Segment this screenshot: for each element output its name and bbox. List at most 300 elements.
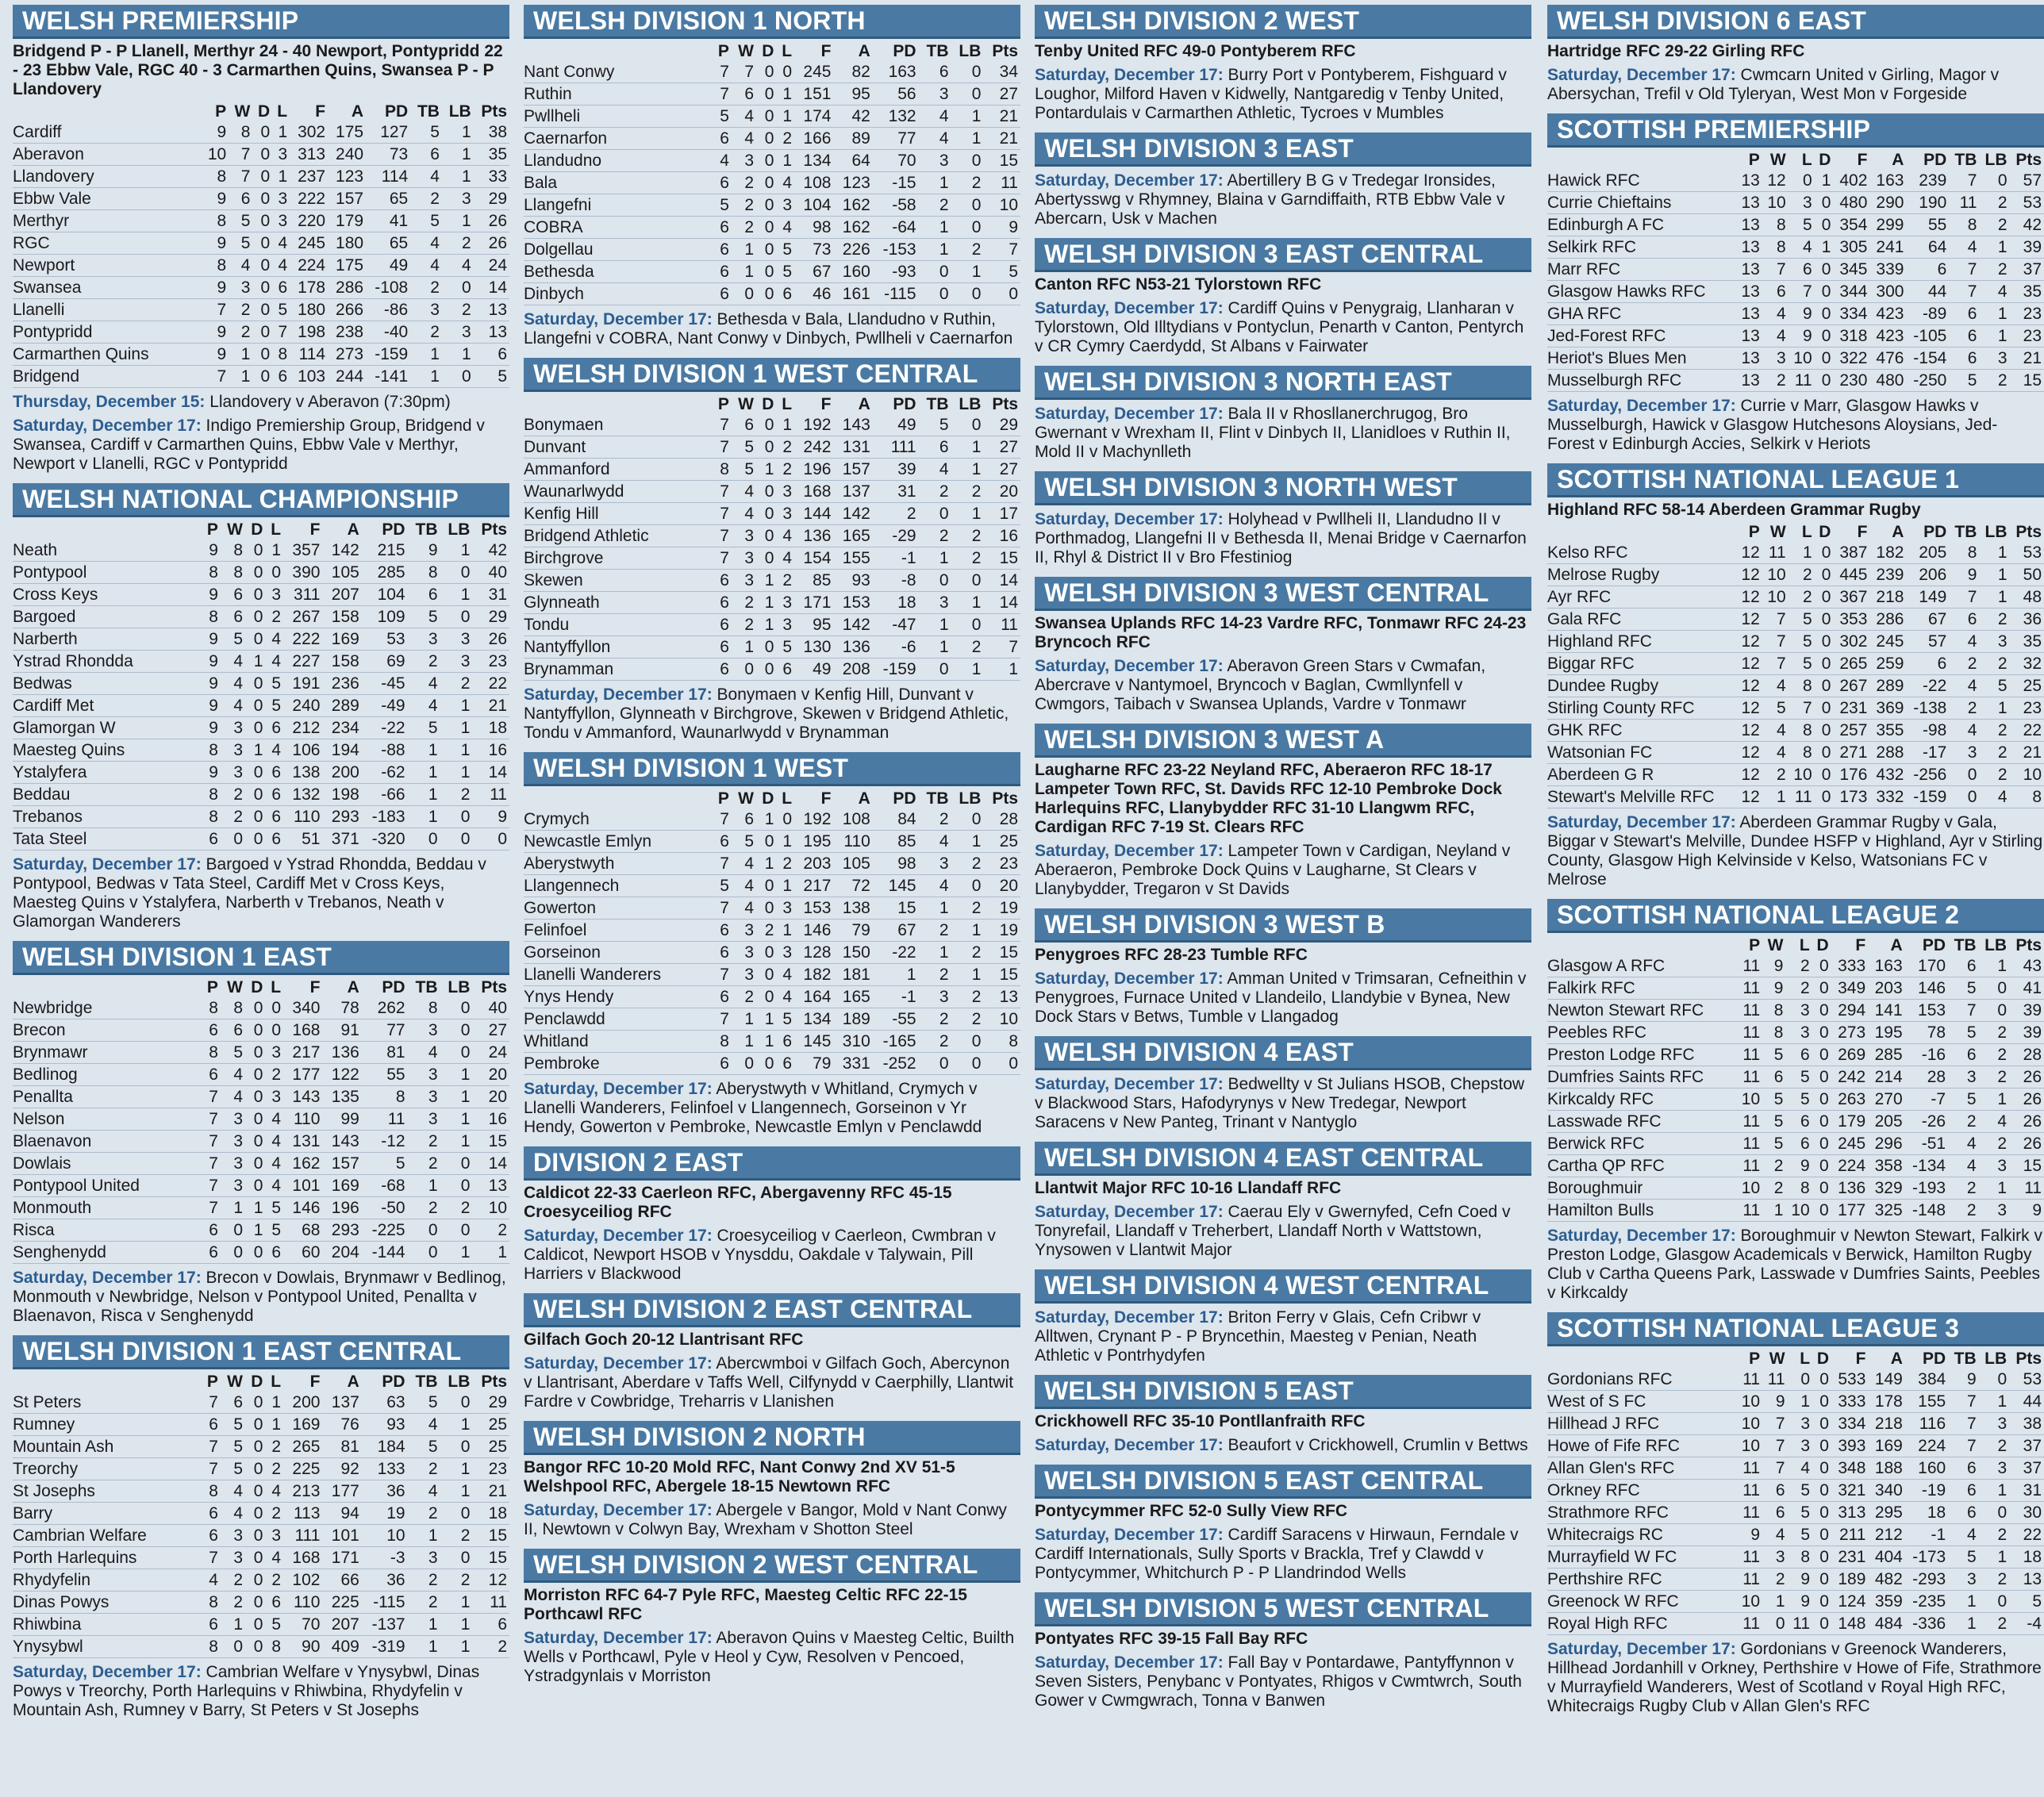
column-header: P (717, 789, 729, 808)
stat-cell: 23 (472, 1458, 509, 1480)
stat-cell: 2 (776, 128, 794, 150)
stat-cell: 143 (283, 1086, 322, 1108)
stat-cell: 11 (1736, 1000, 1762, 1022)
stat-cell: 2 (440, 1569, 473, 1592)
table-row (1547, 170, 2044, 192)
stat-cell: 230 (1833, 370, 1869, 392)
fixture-list: Cambrian Welfare v Ynysybwl, Dinas Powys v Treorchy, Porth Harlequins v Rhiwbina, Rhydyfelin v Mountain Ash, Rumney v Barry, St Peters v St Josephs (13, 1663, 480, 1719)
stat-cell: 93 (833, 570, 872, 592)
stat-cell: 1 (919, 217, 951, 239)
table-row (524, 283, 1020, 305)
stat-cell: 1 (951, 106, 984, 128)
stat-cell: 10 (1762, 586, 1788, 609)
team-name: Gowerton (524, 897, 713, 920)
section-title: WELSH NATIONAL CHAMPIONSHIP (13, 483, 509, 517)
stat-cell: 3 (732, 942, 756, 964)
stat-cell: 0 (245, 1480, 265, 1503)
stat-cell: 1 (873, 964, 919, 986)
stat-cell: 2 (951, 986, 984, 1008)
stat-cell: 4 (1948, 1524, 1978, 1546)
stat-cell: 4 (919, 875, 951, 897)
stat-cell: 110 (283, 1108, 322, 1131)
stat-cell: 10 (1785, 1200, 1812, 1222)
stat-cell: 149 (1906, 586, 1949, 609)
stat-cell: 302 (290, 121, 328, 144)
stat-cell: 11 (1736, 1066, 1762, 1089)
stat-cell: 236 (322, 673, 361, 695)
stat-cell: 3 (221, 1131, 245, 1153)
stat-cell: 3 (1785, 1000, 1812, 1022)
column-header: P (215, 102, 227, 121)
results-text: Bridgend P - P Llanell, Merthyr 24 - 40 Newport, Pontypridd 22 - 23 Ebbw Vale, RGC 40 - 3 Carmarthen Quins, Swansea P - P Llandovery (13, 42, 503, 98)
stat-cell: 423 (1869, 325, 1906, 347)
stat-cell: 158 (322, 651, 361, 673)
stat-cell: 0 (1812, 1591, 1831, 1613)
stat-cell: 4 (1949, 236, 1979, 259)
stat-cell: 0 (252, 232, 272, 255)
stat-cell: 4 (442, 255, 474, 277)
table-row (524, 636, 1020, 659)
stat-cell: 7 (1762, 1435, 1787, 1457)
team-name: Pontypool United (13, 1175, 202, 1197)
table-header-row (13, 1373, 509, 1392)
stat-cell: 0 (245, 717, 265, 739)
stat-cell: 480 (1869, 370, 1906, 392)
stat-cell: 1 (440, 1480, 473, 1503)
stat-cell: -3 (362, 1547, 408, 1569)
team-name: Llangefni (524, 194, 713, 217)
stat-cell: 39 (2009, 1022, 2044, 1044)
stat-cell: 0 (951, 414, 984, 436)
column-header: PD (382, 1373, 405, 1391)
stat-cell: -6 (873, 636, 919, 659)
stat-cell: 106 (283, 739, 322, 762)
stat-cell: 13 (1736, 281, 1762, 303)
stat-cell: 2 (1788, 564, 1815, 586)
team-column-header (13, 520, 202, 539)
stat-cell: 14 (474, 277, 509, 299)
stat-cell: 432 (1869, 764, 1906, 786)
stat-cell: 1 (408, 806, 440, 828)
table-row (13, 739, 509, 762)
column-2 (524, 5, 1020, 1695)
fixture-date: Saturday, December 17: (1547, 813, 1736, 831)
fixture-date: Saturday, December 17: (1035, 1653, 1224, 1672)
stat-cell: 1 (272, 121, 290, 144)
stat-cell: 6 (1949, 609, 1979, 631)
stat-cell: 1 (1762, 1200, 1785, 1222)
stat-cell: 2 (265, 1064, 283, 1086)
stat-cell: 2 (1949, 697, 1979, 720)
column-header: D (1816, 936, 1829, 954)
section-title: WELSH DIVISION 4 EAST CENTRAL (1035, 1142, 1531, 1176)
stat-cell: 2 (756, 920, 776, 942)
stat-cell: 1 (440, 739, 473, 762)
stat-cell: 181 (833, 964, 872, 986)
stat-cell: 257 (1833, 720, 1869, 742)
stat-cell: 6 (713, 636, 732, 659)
stat-cell: 0 (756, 897, 776, 920)
stat-cell: 0 (1812, 1133, 1831, 1155)
stat-cell: 6 (1906, 653, 1949, 675)
table-row (13, 1064, 509, 1086)
fixture-date: Saturday, December 17: (1035, 1436, 1224, 1454)
section-title: WELSH DIVISION 1 NORTH (524, 5, 1020, 39)
stat-cell: 7 (713, 436, 732, 459)
stat-cell: 0 (951, 83, 984, 106)
stat-cell: 2 (1949, 653, 1979, 675)
section-title: DIVISION 2 EAST (524, 1146, 1020, 1181)
stat-cell: 0 (252, 277, 272, 299)
team-name: Penclawdd (524, 1008, 713, 1031)
stat-cell: 334 (1831, 1413, 1868, 1435)
stat-cell: 15 (2010, 370, 2044, 392)
team-name: Glamorgan W (13, 717, 202, 739)
stat-cell: 2 (1979, 764, 2009, 786)
table-row (1547, 1435, 2044, 1457)
stat-cell: 6 (265, 1242, 283, 1264)
stat-cell: 162 (283, 1153, 322, 1175)
stat-cell: 188 (1868, 1457, 1904, 1480)
stat-cell: 10 (1736, 1413, 1762, 1435)
stat-cell: 480 (1833, 192, 1869, 214)
stat-cell: 1 (732, 1031, 756, 1053)
stat-cell: 1 (756, 459, 776, 481)
stat-cell: 0 (1815, 586, 1834, 609)
column-header: P (1749, 1350, 1761, 1368)
table-row (13, 1636, 509, 1658)
column-header: TB (1954, 151, 1977, 169)
stat-cell: 0 (756, 525, 776, 547)
stat-cell: 6 (272, 366, 290, 388)
stat-cell: 237 (290, 166, 328, 188)
stat-cell: 2 (951, 172, 984, 194)
stat-cell: 3 (272, 210, 290, 232)
section-welsh-division-1-north (524, 5, 1020, 348)
league-table (524, 395, 1020, 681)
table-row (1547, 586, 2044, 609)
stat-cell: 7 (202, 1547, 221, 1569)
stat-cell: 0 (919, 659, 951, 681)
fixture-list: Cardiff Quins v Penygraig, Llanharan v Tylorstown, Old Illtydians v Pontyclun, Penarth v Canton, Pentyrch v CR Cymry Caerdydd, St Albans v Fairwater (1035, 299, 1524, 355)
stat-cell: 2 (1762, 1569, 1787, 1591)
team-column-header (1547, 151, 1736, 170)
fixture-list: Aberavon Quins v Maesteg Celtic, Builth Wells v Porthcawl, Pyle v Heol y Cyw, Resolven v Pencoed, Ystradgynlais v Morriston (524, 1629, 1015, 1685)
team-name: Merthyr (13, 210, 202, 232)
stat-cell: 0 (732, 659, 756, 681)
stat-cell: 23 (2010, 325, 2044, 347)
column-header: L (271, 1373, 282, 1391)
stat-cell: 7 (1949, 259, 1979, 281)
stat-cell: -50 (362, 1197, 408, 1219)
stat-cell: -137 (362, 1614, 408, 1636)
stat-cell: 5 (713, 106, 732, 128)
column-header: F (315, 102, 326, 121)
stat-cell: 3 (776, 592, 794, 614)
table-row (524, 547, 1020, 570)
table-header-row (524, 789, 1020, 808)
stat-cell: 2 (1948, 1200, 1979, 1222)
table-row (13, 1108, 509, 1131)
stat-cell: 0 (732, 283, 756, 305)
table-row (13, 144, 509, 166)
team-name: Peebles RFC (1547, 1022, 1736, 1044)
stat-cell: 158 (322, 606, 361, 628)
stat-cell: 2 (951, 1008, 984, 1031)
stat-cell: 0 (1812, 1502, 1831, 1524)
stat-cell: 1 (442, 344, 474, 366)
stat-cell: 2 (410, 188, 442, 210)
stat-cell: 8 (713, 1031, 732, 1053)
stat-cell: 1 (442, 210, 474, 232)
stat-cell: 6 (202, 1414, 221, 1436)
table-row (13, 539, 509, 562)
stat-cell: 0 (440, 1547, 473, 1569)
stat-cell: 28 (983, 808, 1020, 831)
stat-cell: 55 (362, 1064, 408, 1086)
stat-cell: 6 (265, 828, 283, 851)
fixtures-text (524, 1075, 1020, 1137)
stat-cell: 12 (1736, 586, 1762, 609)
stat-cell: 10 (202, 144, 229, 166)
stat-cell: 12 (1736, 697, 1762, 720)
stat-cell: 0 (951, 1031, 984, 1053)
section-welsh-division-2-west (1035, 5, 1531, 123)
stat-cell: 11 (983, 614, 1020, 636)
stat-cell: 3 (1979, 1413, 2009, 1435)
stat-cell: 4 (732, 128, 756, 150)
column-header: W (234, 102, 251, 121)
stat-cell: 5 (1785, 1089, 1812, 1111)
stat-cell: 0 (245, 1175, 265, 1197)
stat-cell: 113 (283, 1503, 322, 1525)
column-header: D (251, 520, 263, 539)
stat-cell: 146 (794, 920, 833, 942)
column-header: A (347, 1373, 359, 1391)
stat-cell: 0 (252, 321, 272, 344)
stat-cell: -225 (362, 1219, 408, 1242)
section-title: WELSH DIVISION 2 EAST CENTRAL (524, 1293, 1020, 1327)
stat-cell: 0 (1812, 1524, 1831, 1546)
fixture-list: Abergele v Bangor, Mold v Nant Conwy II, Newtown v Colwyn Bay, Wrexham v Shotton Steel (524, 1501, 1007, 1538)
fixtures-text (1035, 1431, 1531, 1455)
fixtures-text (1035, 965, 1531, 1027)
stat-cell: 4 (776, 547, 794, 570)
league-table (13, 102, 509, 388)
section-welsh-division-4-east (1035, 1036, 1531, 1132)
team-name: Gorseinon (524, 942, 713, 964)
stat-cell: 10 (1736, 1391, 1762, 1413)
column-header: L (1799, 936, 1810, 954)
stat-cell: 322 (1833, 347, 1869, 370)
stat-cell: 25 (472, 1436, 509, 1458)
stat-cell: 0 (408, 1219, 440, 1242)
stat-cell: 90 (283, 1636, 322, 1658)
stat-cell: 5 (1762, 1111, 1785, 1133)
stat-cell: 245 (1869, 631, 1906, 653)
stat-cell: 16 (472, 739, 509, 762)
stat-cell: 55 (1906, 214, 1949, 236)
stat-cell: 148 (1831, 1613, 1868, 1635)
stat-cell: 1 (408, 739, 440, 762)
stat-cell: 21 (472, 695, 509, 717)
fixtures-text (1035, 61, 1531, 123)
stat-cell: 0 (245, 1392, 265, 1414)
column-header: LB (1984, 1350, 2008, 1368)
stat-cell: 8 (272, 344, 290, 366)
results-text: Penygroes RFC 28-23 Tumble RFC (1035, 946, 1308, 964)
team-name: Watsonian FC (1547, 742, 1736, 764)
stat-cell: 6 (713, 172, 732, 194)
stat-cell: 2 (221, 1569, 245, 1592)
team-name: Bedwas (13, 673, 202, 695)
stat-cell: 176 (1833, 764, 1869, 786)
stat-cell: 3 (776, 942, 794, 964)
stat-cell: 179 (1831, 1111, 1869, 1133)
stat-cell: 0 (252, 188, 272, 210)
stat-cell: -293 (1905, 1569, 1948, 1591)
stat-cell: 207 (322, 1614, 361, 1636)
stat-cell: 245 (1831, 1133, 1869, 1155)
table-row (1547, 1177, 2044, 1200)
column-header: P (717, 395, 729, 413)
stat-cell: 7 (202, 1392, 221, 1414)
stat-cell: -1 (873, 547, 919, 570)
table-row (524, 83, 1020, 106)
stat-cell: 1 (1979, 236, 2009, 259)
stat-cell: 104 (362, 584, 408, 606)
team-name: Pembroke (524, 1053, 713, 1075)
table-row (13, 1614, 509, 1636)
stat-cell: 5 (221, 628, 245, 651)
stat-cell: 0 (245, 1153, 265, 1175)
team-name: Strathmore RFC (1547, 1502, 1736, 1524)
stat-cell: 273 (1831, 1022, 1869, 1044)
stat-cell: 6 (265, 784, 283, 806)
stat-cell: 8 (202, 806, 221, 828)
stat-cell: 7 (983, 636, 1020, 659)
stat-cell: 1 (1979, 542, 2009, 564)
stat-cell: -51 (1905, 1133, 1948, 1155)
stat-cell: -93 (873, 261, 919, 283)
stat-cell: 6 (713, 592, 732, 614)
team-name: Beddau (13, 784, 202, 806)
table-row (13, 1175, 509, 1197)
stat-cell: 1 (951, 920, 984, 942)
stat-cell: 135 (322, 1086, 361, 1108)
stat-cell: 2 (265, 606, 283, 628)
stat-cell: 95 (794, 614, 833, 636)
stat-cell: 325 (1868, 1200, 1905, 1222)
table-header-row (524, 395, 1020, 414)
stat-cell: 143 (322, 1131, 361, 1153)
stat-cell: 101 (322, 1525, 361, 1547)
stat-cell: 0 (983, 1053, 1020, 1075)
stat-cell: 53 (2010, 542, 2044, 564)
stat-cell: 1 (1979, 1089, 2010, 1111)
stat-cell: 67 (1906, 609, 1949, 631)
stat-cell: 0 (245, 828, 265, 851)
stat-cell: 13 (472, 1175, 509, 1197)
stat-cell: 3 (776, 614, 794, 636)
section-title: WELSH DIVISION 3 WEST A (1035, 724, 1531, 758)
fixture-date: Saturday, December 17: (1035, 1526, 1224, 1544)
column-header: L (782, 42, 793, 60)
stat-cell: 4 (1948, 1133, 1979, 1155)
stat-cell: 3 (732, 547, 756, 570)
section-welsh-division-1-east-central (13, 1335, 509, 1720)
stat-cell: 15 (983, 547, 1020, 570)
stat-cell: 6 (713, 239, 732, 261)
table-row (1547, 236, 2044, 259)
fixtures-text (13, 388, 509, 412)
column-header: LB (1984, 523, 2008, 541)
section-scottish-national-league-2 (1547, 899, 2044, 1303)
stat-cell: 0 (245, 606, 265, 628)
fixture-list: Gordonians v Greenock Wanderers, Hillhead Jordanhill v Orkney, Perthshire v Howe of Fife, Strathmore v Murrayfield Wanderers, West of Scotland v Royal High RFC, Whitecraigs Rugby Club v Allan Glen's RFC (1547, 1640, 2042, 1715)
stat-cell: 2 (1979, 259, 2009, 281)
stat-cell: 110 (283, 806, 322, 828)
stat-cell: 21 (2010, 742, 2044, 764)
section-welsh-division-5-west-central (1035, 1592, 1531, 1711)
stat-cell: 8 (221, 997, 245, 1019)
stat-cell: 1 (1979, 1391, 2009, 1413)
team-column-header (13, 102, 202, 121)
stat-cell: 2 (265, 1458, 283, 1480)
stat-cell: -320 (362, 828, 408, 851)
stat-cell: 4 (1762, 720, 1788, 742)
stat-cell: 8 (408, 997, 440, 1019)
stat-cell: 1 (951, 128, 984, 150)
stat-cell: 36 (362, 1480, 408, 1503)
stat-cell: 0 (919, 570, 951, 592)
stat-cell: 2 (1979, 1569, 2009, 1591)
stat-cell: 1 (951, 503, 984, 525)
stat-cell: 180 (328, 232, 366, 255)
stat-cell: -7 (1905, 1089, 1948, 1111)
team-column-header (1547, 1350, 1736, 1369)
team-name: GHK RFC (1547, 720, 1736, 742)
stat-cell: 225 (322, 1592, 361, 1614)
column-header: D (257, 102, 271, 121)
stat-cell: 2 (442, 299, 474, 321)
fixture-list: Cwmcarn United v Girling, Magor v Abersychan, Trefil v Old Tyleryan, West Mon v Forgeside (1547, 66, 2000, 103)
team-name: Royal High RFC (1547, 1613, 1736, 1635)
stat-cell: 8 (1949, 214, 1979, 236)
stat-cell: 1 (951, 459, 984, 481)
section-title: WELSH DIVISION 4 EAST (1035, 1036, 1531, 1070)
stat-cell: 10 (1762, 564, 1788, 586)
stat-cell: 165 (833, 986, 872, 1008)
stat-cell: 4 (272, 232, 290, 255)
stat-cell: 0 (756, 659, 776, 681)
fixture-list: Amman United v Trimsaran, Cefneithin v Penygroes, Furnace United v Llandeilo, Llandybie v Bynea, New Dock Stars v Betws, Tumble v Llangadog (1035, 970, 1527, 1026)
section-welsh-division-4-west-central (1035, 1269, 1531, 1365)
stat-cell: 358 (1868, 1155, 1905, 1177)
column-header: D (762, 42, 774, 60)
stat-cell: 208 (833, 659, 872, 681)
stat-cell: 9 (1762, 977, 1785, 1000)
team-name: Dundee Rugby (1547, 675, 1736, 697)
stat-cell: 195 (1868, 1022, 1905, 1044)
stat-cell: 1 (776, 831, 794, 853)
stat-cell: 1 (951, 261, 984, 283)
stat-cell: 1 (1762, 786, 1788, 808)
stat-cell: 5 (410, 121, 442, 144)
team-name: Allan Glen's RFC (1547, 1457, 1736, 1480)
stat-cell: 137 (322, 1392, 361, 1414)
stat-cell: 242 (1831, 1066, 1869, 1089)
